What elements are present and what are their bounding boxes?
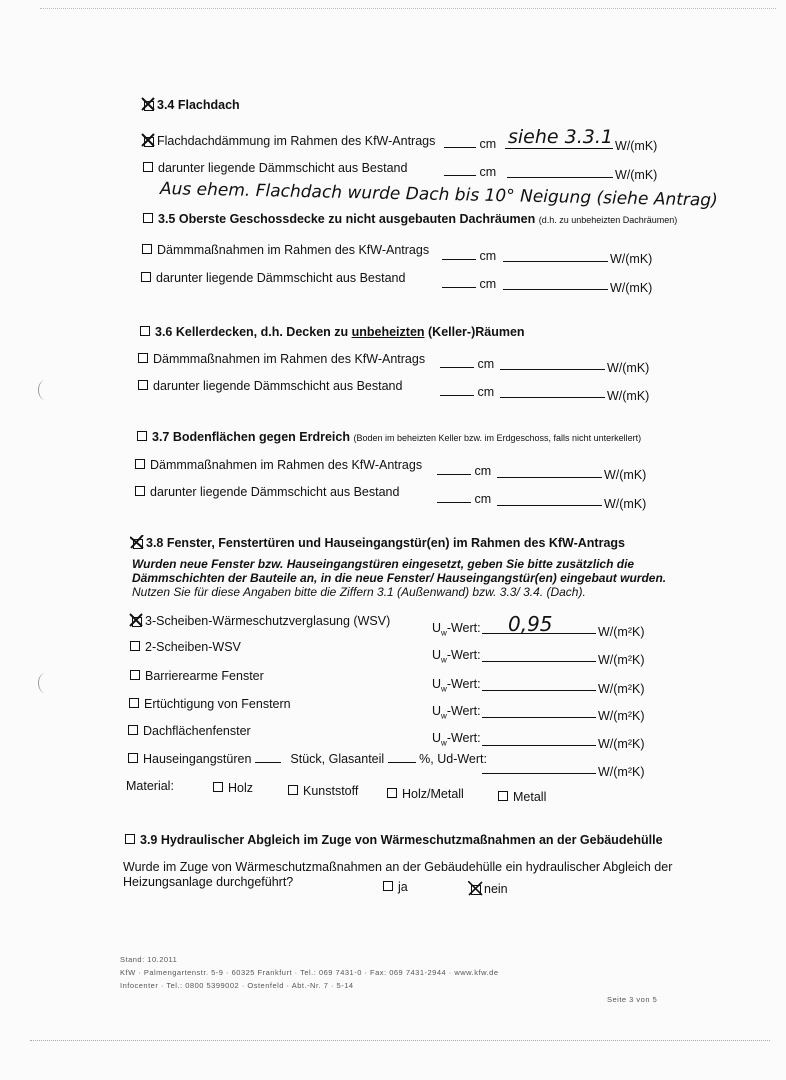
- checkbox-kunststoff[interactable]: [288, 785, 298, 795]
- checkbox-3-6-1[interactable]: [138, 353, 148, 363]
- note-line-1: Wurden neue Fenster bzw. Hauseingangstüren eingesetzt, geben Sie bitte zusätzlich die: [132, 557, 635, 571]
- unit-label: W/(m²K): [598, 737, 645, 751]
- ud-value-underline[interactable]: [482, 773, 596, 774]
- note-line-2: Dämmschichten der Bauteile an, in die neue Fenster/ Hauseingangstür(en) eingebaut wurden.: [132, 571, 667, 585]
- unit-label: W/(mK): [615, 168, 658, 182]
- checkbox-3-5-1[interactable]: [142, 244, 152, 254]
- row-3-4-1: [143, 134, 435, 148]
- uw-handwritten-value: 0,95: [508, 612, 553, 636]
- section-3-7-heading: 3.7 Bodenflächen gegen Erdreich (Boden im beheizten Keller bzw. im Erdgeschoss, falls nicht unterkellert): [137, 430, 641, 444]
- footer-line-3: Infocenter · Tel.: 0800 5399002 · Ostenfeld · Abt.-Nr. 7 · 5-14: [120, 981, 354, 990]
- unit-label: W/(mK): [604, 497, 647, 511]
- value-underline[interactable]: [497, 477, 602, 478]
- value-underline[interactable]: [507, 177, 613, 178]
- value-underline[interactable]: [482, 717, 596, 718]
- checkbox-3-5[interactable]: [143, 213, 153, 223]
- section-3-9-heading: 3.9 Hydraulischer Abgleich im Zuge von Wärmeschutzmaßnahmen an der Gebäudehülle: [125, 833, 663, 847]
- section-3-8-heading: 3.8 Fenster, Fenstertüren und Hauseingangstür(en) im Rahmen des KfW-Antrags: [132, 536, 625, 550]
- section-3-5-heading: 3.5 Oberste Geschossdecke zu nicht ausgebauten Dachräumen (d.h. zu unbeheizten Dachräumen): [143, 212, 677, 226]
- checkbox-holz-metall[interactable]: [387, 788, 397, 798]
- unit-label: W/(mK): [604, 468, 647, 482]
- unit-label: W/(mK): [607, 361, 650, 375]
- material-holz: Holz: [213, 781, 253, 795]
- handwritten-value: siehe 3.3.1: [508, 126, 613, 148]
- answer-ja: ja: [383, 880, 408, 894]
- handwritten-note: Aus ehem. Flachdach wurde Dach bis 10° Neigung (siehe Antrag): [159, 179, 718, 211]
- option-barrierearm: Barrierearme Fenster: [130, 669, 264, 683]
- section-3-4-title: 3.4 Flachdach: [157, 98, 240, 112]
- checkbox-dachflaechenfenster[interactable]: [128, 725, 138, 735]
- value-underline[interactable]: [482, 690, 596, 691]
- unit-label: W/(mK): [615, 139, 658, 153]
- unit-label: W/(m²K): [598, 709, 645, 723]
- checkbox-3-9[interactable]: [125, 834, 135, 844]
- checkbox-2-scheiben[interactable]: [130, 641, 140, 651]
- row-3-6-2: darunter liegende Dämmschicht aus Bestand: [138, 379, 402, 393]
- material-label: Material:: [126, 779, 174, 793]
- row-3-6-1: Dämmmaßnahmen im Rahmen des KfW-Antrags: [138, 352, 425, 366]
- option-2-scheiben-wsv: 2-Scheiben-WSV: [130, 640, 241, 654]
- checkbox-3-7[interactable]: [137, 431, 147, 441]
- value-underline[interactable]: [500, 369, 605, 370]
- footer-line-1: Stand: 10.2011: [120, 955, 178, 964]
- cm-field[interactable]: cm: [442, 249, 496, 263]
- row-3-5-1: Dämmmaßnahmen im Rahmen des KfW-Antrags: [142, 243, 429, 257]
- uw-label: $U_w$-Wert:: [432, 621, 481, 638]
- row-3-7-1: Dämmmaßnahmen im Rahmen des KfW-Antrags: [135, 458, 422, 472]
- checkbox-3-6-2[interactable]: [138, 380, 148, 390]
- uw-label: $U_w$-Wert:: [432, 731, 481, 748]
- question-line-1: Wurde im Zuge von Wärmeschutzmaßnahmen an der Gebäudehülle ein hydraulischer Abgleich der: [123, 860, 673, 874]
- uw-label: $U_w$-Wert:: [432, 704, 481, 721]
- row-3-5-2: darunter liegende Dämmschicht aus Bestand: [141, 271, 405, 285]
- row-3-4-2: [143, 161, 407, 175]
- value-underline[interactable]: [503, 261, 608, 262]
- row-label: Flachdachdämmung im Rahmen des KfW-Antrags: [157, 134, 436, 148]
- material-holz-metall: Holz/Metall: [387, 787, 464, 801]
- uw-label: $U_w$-Wert:: [432, 677, 481, 694]
- value-underline[interactable]: [500, 397, 605, 398]
- footer-page-number: Seite 3 von 5: [607, 995, 658, 1004]
- glass-share-field[interactable]: [388, 752, 416, 763]
- value-underline[interactable]: [482, 661, 596, 662]
- checkbox-3-4-1[interactable]: [143, 136, 153, 146]
- value-underline[interactable]: [503, 289, 608, 290]
- cm-field[interactable]: cm: [440, 357, 494, 371]
- checkbox-ja[interactable]: [383, 881, 393, 891]
- cm-field[interactable]: cm: [444, 137, 496, 151]
- door-count-field[interactable]: [255, 752, 281, 763]
- note-line-3: Nutzen Sie für diese Angaben bitte die Ziffern 3.1 (Außenwand) bzw. 3.3/ 3.4. (Dach).: [132, 585, 586, 599]
- checkbox-3-scheiben[interactable]: [131, 616, 141, 626]
- cm-field[interactable]: cm: [442, 277, 496, 291]
- punch-hole-mark: [38, 673, 53, 693]
- value-underline: [505, 148, 613, 149]
- section-3-4-heading: [143, 98, 240, 112]
- unit-label: W/(m²K): [598, 653, 645, 667]
- checkbox-hauseingangstueren[interactable]: [128, 753, 138, 763]
- option-dachflaechenfenster: Dachflächenfenster: [128, 724, 251, 738]
- unit-label: W/(mK): [610, 281, 653, 295]
- checkbox-3-8[interactable]: [132, 538, 142, 548]
- option-hauseingangstueren: Hauseingangstüren Stück, Glasanteil %, Ud-Wert:: [128, 752, 487, 766]
- checkbox-metall[interactable]: [498, 791, 508, 801]
- cm-field[interactable]: cm: [437, 464, 491, 478]
- footer-line-2: KfW · Palmengartenstr. 5-9 · 60325 Frankfurt · Tel.: 069 7431-0 · Fax: 069 7431-2944 · www.kfw.de: [120, 968, 499, 977]
- option-3-scheiben-wsv: 3-Scheiben-Wärmeschutzverglasung (WSV): [131, 614, 390, 628]
- cm-field[interactable]: cm: [440, 385, 494, 399]
- option-ertuechtigung: Ertüchtigung von Fenstern: [129, 697, 291, 711]
- section-3-6-heading: 3.6 Kellerdecken, d.h. Decken zu unbeheizten (Keller-)Räumen: [140, 325, 525, 339]
- checkbox-3-5-2[interactable]: [141, 272, 151, 282]
- checkbox-holz[interactable]: [213, 782, 223, 792]
- unit-label: W/(m²K): [598, 625, 645, 639]
- scan-bottom-edge: [30, 1040, 770, 1041]
- cm-field[interactable]: cm: [437, 492, 491, 506]
- checkbox-ertuechtigung[interactable]: [129, 698, 139, 708]
- material-kunststoff: Kunststoff: [288, 784, 358, 798]
- punch-hole-mark: [38, 380, 53, 400]
- checkbox-nein[interactable]: [470, 884, 480, 894]
- unit-label: W/(mK): [610, 252, 653, 266]
- unit-label: W/(m²K): [598, 765, 645, 779]
- checkbox-barrierearm[interactable]: [130, 670, 140, 680]
- value-underline[interactable]: [482, 745, 596, 746]
- uw-label: $U_w$-Wert:: [432, 648, 481, 665]
- checkbox-3-7-2[interactable]: [135, 486, 145, 496]
- row-label: darunter liegende Dämmschicht aus Bestand: [158, 161, 408, 175]
- value-underline[interactable]: [482, 633, 596, 634]
- material-metall: Metall: [498, 790, 546, 804]
- checkbox-3-4[interactable]: [143, 100, 153, 110]
- checkbox-3-7-1[interactable]: [135, 459, 145, 469]
- checkbox-3-6[interactable]: [140, 326, 150, 336]
- cm-field[interactable]: cm: [444, 165, 496, 179]
- answer-nein: nein: [470, 882, 508, 896]
- unit-label: W/(m²K): [598, 682, 645, 696]
- unit-label: W/(mK): [607, 389, 650, 403]
- value-underline[interactable]: [497, 505, 602, 506]
- row-3-7-2: darunter liegende Dämmschicht aus Bestand: [135, 485, 399, 499]
- scan-edge: [40, 8, 776, 9]
- checkbox-3-4-2[interactable]: [143, 162, 153, 172]
- question-line-2: Heizungsanlage durchgeführt?: [123, 875, 294, 889]
